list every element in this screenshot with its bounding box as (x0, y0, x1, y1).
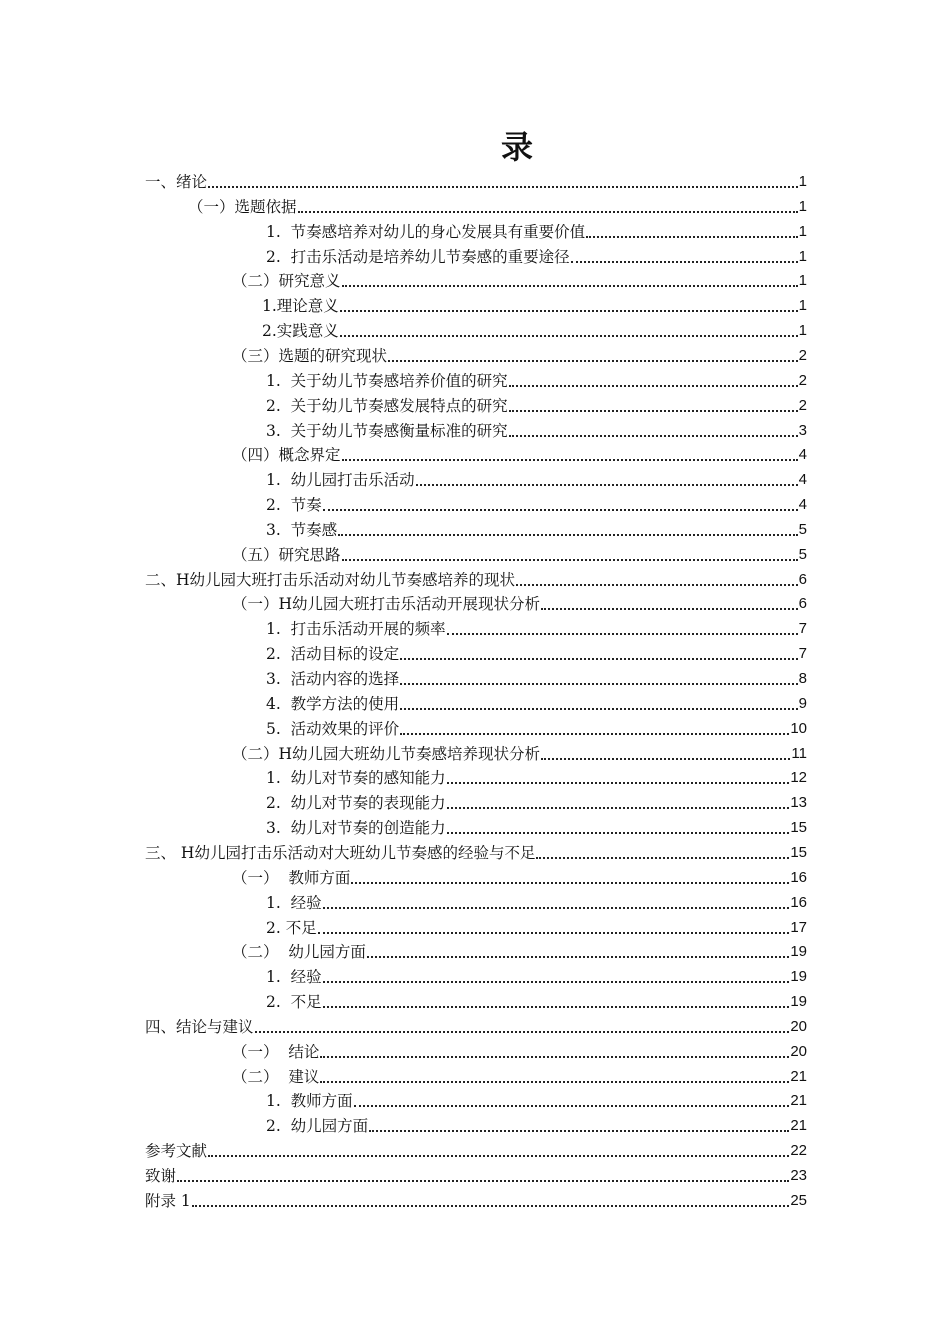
toc-dot-leader (447, 619, 798, 635)
toc-page-number: 23 (790, 1167, 807, 1184)
toc-entry[interactable] (232, 590, 807, 614)
toc-entry-label: （二）H幼儿园大班幼儿节奏感培养现状分析 (232, 744, 541, 763)
toc-page-number: 20 (790, 1042, 807, 1060)
toc-entry-label: （二） 建议 (232, 1067, 320, 1086)
toc-page-number: 11 (791, 744, 807, 762)
toc-page-number: 21 (790, 1067, 807, 1085)
toc-entry-label: 2. 幼儿园方面 (266, 1117, 369, 1136)
toc-page-number: 19 (790, 943, 807, 961)
toc-entry[interactable] (145, 168, 807, 192)
toc-entry[interactable] (266, 715, 807, 739)
toc-page-number: 6 (798, 570, 807, 588)
toc-entry[interactable] (266, 1087, 807, 1111)
toc-dot-leader (509, 396, 798, 412)
toc-dot-leader (369, 1116, 789, 1132)
toc-dot-leader (177, 1166, 789, 1182)
toc-dot-leader (342, 445, 798, 461)
toc-entry[interactable] (266, 1112, 807, 1136)
toc-page-number: 5 (798, 520, 807, 538)
toc-entry[interactable] (145, 1162, 807, 1186)
toc-entry[interactable] (266, 789, 807, 813)
toc-page-number: 6 (798, 595, 807, 613)
toc-dot-leader (416, 470, 798, 486)
toc-page-number: 19 (790, 968, 807, 986)
toc-dot-leader (320, 1042, 789, 1058)
toc-entry-label: 3. 节奏感 (266, 520, 338, 539)
toc-entry[interactable] (266, 516, 807, 540)
toc-entry[interactable] (266, 218, 807, 242)
toc-dot-leader (541, 594, 798, 610)
toc-page-number: 1 (798, 197, 807, 215)
toc-page-number: 1 (798, 272, 807, 290)
toc-dot-leader (447, 768, 790, 784)
toc-entry-label: 1. 节奏感培养对幼儿的身心发展具有重要价值 (266, 222, 586, 241)
toc-entry-label: 二、H幼儿园大班打击乐活动对幼儿节奏感培养的现状 (145, 570, 516, 589)
toc-entry-label: 1. 经验 (266, 893, 322, 912)
toc-dot-leader (447, 793, 790, 809)
toc-entry[interactable] (145, 839, 807, 863)
toc-dot-leader (323, 967, 790, 983)
toc-entry-label: 3. 活动内容的选择 (266, 670, 400, 688)
toc-entry[interactable] (262, 292, 807, 316)
toc-entry-label: 2. 活动目标的设定 (266, 645, 400, 664)
toc-entry-label: 2. 节奏 (266, 496, 322, 515)
toc-page-number: 16 (790, 868, 807, 886)
toc-dot-leader (571, 247, 798, 263)
toc-entry-label: 2. 不足 (266, 918, 317, 937)
toc-dot-leader (541, 744, 790, 760)
toc-entry[interactable] (266, 392, 807, 416)
toc-entry[interactable] (232, 441, 807, 465)
toc-entry[interactable] (266, 690, 807, 714)
toc-page-number: 7 (798, 620, 807, 638)
toc-page-number: 1 (798, 247, 807, 265)
toc-entry[interactable] (262, 317, 807, 341)
toc-entry[interactable] (145, 1013, 807, 1037)
toc-entry[interactable] (266, 491, 807, 515)
toc-entry-label: 2.实践意义 (262, 322, 339, 341)
toc-page-number: 9 (798, 694, 807, 712)
toc-dot-leader (447, 818, 790, 834)
toc-entry-label: 附录 1 (145, 1191, 191, 1210)
toc-entry-label: 2. 不足 (266, 993, 322, 1012)
toc-page-number: 16 (790, 893, 807, 911)
toc-entry-label: （五）研究思路 (232, 545, 341, 564)
toc-dot-leader (298, 197, 798, 213)
toc-dot-leader (586, 222, 798, 238)
toc-page-number: 10 (790, 719, 807, 737)
toc-dot-leader (192, 1191, 790, 1207)
toc-page-number: 19 (790, 993, 807, 1011)
toc-dot-leader (400, 669, 798, 685)
toc-entry-label: 1. 幼儿园打击乐活动 (266, 471, 415, 490)
toc-dot-leader (338, 520, 798, 536)
toc-entry[interactable] (232, 342, 807, 366)
toc-dot-leader (323, 495, 798, 511)
toc-entry[interactable] (266, 988, 807, 1012)
toc-entry[interactable] (232, 740, 807, 764)
toc-entry[interactable] (266, 889, 807, 913)
toc-page-number: 8 (798, 670, 807, 687)
toc-page-number: 1 (798, 222, 807, 240)
toc-entry[interactable] (145, 566, 807, 590)
toc-entry[interactable] (266, 914, 807, 938)
toc-entry-label: （二）研究意义 (232, 272, 341, 291)
toc-dot-leader (400, 694, 798, 710)
toc-dot-leader (340, 321, 798, 337)
toc-dot-leader (351, 868, 789, 884)
toc-entry-label: 三、 H幼儿园打击乐活动对大班幼儿节奏感的经验与不足 (145, 843, 536, 862)
toc-page-number: 2 (798, 371, 807, 389)
toc-entry[interactable] (232, 1063, 807, 1087)
page-title: 录 (500, 128, 535, 166)
toc-entry-label: 5. 活动效果的评价 (266, 719, 400, 738)
toc-entry-label: 1. 教师方面 (266, 1092, 353, 1111)
toc-entry-label: 3. 幼儿对节奏的创造能力 (266, 819, 446, 838)
toc-entry-label: （一）选题依据 (188, 197, 297, 216)
toc-page-number: 21 (790, 1117, 807, 1135)
toc-entry-label: 1. 关于幼儿节奏感培养价值的研究 (266, 371, 508, 390)
toc-entry-label: （三）选题的研究现状 (232, 346, 388, 365)
toc-entry-label: 四、结论与建议 (145, 1017, 254, 1036)
toc-entry-label: （二） 幼儿园方面 (232, 943, 366, 962)
toc-dot-leader (509, 371, 798, 387)
toc-page-number: 2 (798, 346, 807, 364)
toc-page-number: 25 (790, 1191, 807, 1209)
toc-entry-label: 1. 幼儿对节奏的感知能力 (266, 769, 446, 788)
toc-entry[interactable] (266, 764, 807, 788)
toc-dot-leader (536, 843, 789, 859)
toc-entry-label: 1. 经验 (266, 968, 322, 987)
toc-entry-label: 致谢 (145, 1167, 177, 1185)
toc-entry-label: 1.理论意义 (262, 297, 339, 316)
toc-entry-label: 4. 教学方法的使用 (266, 694, 400, 713)
toc-entry[interactable] (232, 267, 807, 291)
toc-entry-label: （一） 教师方面 (232, 868, 351, 887)
toc-entry-label: 2. 幼儿对节奏的表现能力 (266, 794, 446, 813)
toc-entry[interactable] (266, 640, 807, 664)
toc-dot-leader (516, 570, 798, 586)
toc-entry-label: 2. 关于幼儿节奏感发展特点的研究 (266, 396, 508, 415)
toc-entry[interactable] (232, 541, 807, 565)
toc-page-number: 4 (798, 496, 807, 514)
toc-entry-label: （一） 结论 (232, 1042, 320, 1061)
toc-page-number: 7 (798, 645, 807, 663)
toc-dot-leader (388, 346, 798, 362)
toc-page-number: 20 (790, 1017, 807, 1035)
toc-entry[interactable] (266, 417, 807, 441)
toc-page-number: 12 (790, 769, 807, 787)
toc-dot-leader (208, 1141, 789, 1157)
toc-entry[interactable] (266, 466, 807, 490)
toc-page-number: 1 (798, 297, 807, 315)
toc-page-number: 4 (798, 446, 807, 464)
toc-dot-leader (320, 1067, 789, 1083)
toc-page-number: 13 (790, 794, 807, 812)
toc-dot-leader (400, 719, 789, 735)
toc-page-number: 17 (790, 918, 807, 936)
toc-entry[interactable] (266, 615, 807, 639)
toc-dot-leader (318, 918, 790, 934)
toc-entry[interactable] (145, 1137, 807, 1161)
toc-entry[interactable] (232, 864, 807, 888)
toc-entry[interactable] (266, 665, 807, 689)
toc-dot-leader (323, 893, 790, 909)
toc-entry[interactable] (145, 1187, 807, 1211)
toc-page-number: 3 (798, 421, 807, 439)
toc-dot-leader (400, 644, 798, 660)
toc-dot-leader (255, 1017, 790, 1033)
toc-page-number: 15 (790, 819, 807, 837)
toc-entry-label: 参考文献 (145, 1142, 208, 1161)
toc-page-number: 4 (798, 471, 807, 489)
toc-dot-leader (342, 545, 798, 561)
toc-entry-label: 一、绪论 (145, 173, 208, 191)
toc-entry[interactable] (232, 938, 807, 962)
toc-dot-leader (340, 296, 798, 312)
toc-entry[interactable] (266, 963, 807, 987)
toc-entry-label: 2. 打击乐活动是培养幼儿节奏感的重要途径 (266, 247, 570, 266)
toc-entry[interactable] (266, 243, 807, 267)
toc-entry-label: （一）H幼儿园大班打击乐活动开展现状分析 (232, 595, 541, 614)
toc-dot-leader (323, 992, 790, 1008)
toc-entry[interactable] (266, 814, 807, 838)
toc-entry-label: 3. 关于幼儿节奏感衡量标准的研究 (266, 421, 508, 440)
toc-page-number: 15 (790, 843, 807, 861)
toc-page-number: 2 (798, 396, 807, 414)
toc-dot-leader (354, 1091, 790, 1107)
toc-dot-leader (367, 942, 789, 958)
toc-dot-leader (208, 172, 798, 188)
toc-page-number: 22 (790, 1142, 807, 1160)
toc-entry[interactable] (188, 193, 807, 217)
toc-page-number: 1 (798, 322, 807, 340)
toc-page-number: 21 (790, 1092, 807, 1110)
toc-page-number: 5 (798, 545, 807, 563)
toc-entry[interactable] (266, 367, 807, 391)
toc-entry-label: （四）概念界定 (232, 446, 341, 465)
toc-dot-leader (342, 271, 798, 287)
toc-entry-label: 1. 打击乐活动开展的频率 (266, 620, 446, 639)
toc-page-number: 1 (798, 173, 807, 190)
toc-dot-leader (509, 421, 798, 437)
toc-entry[interactable] (232, 1038, 807, 1062)
